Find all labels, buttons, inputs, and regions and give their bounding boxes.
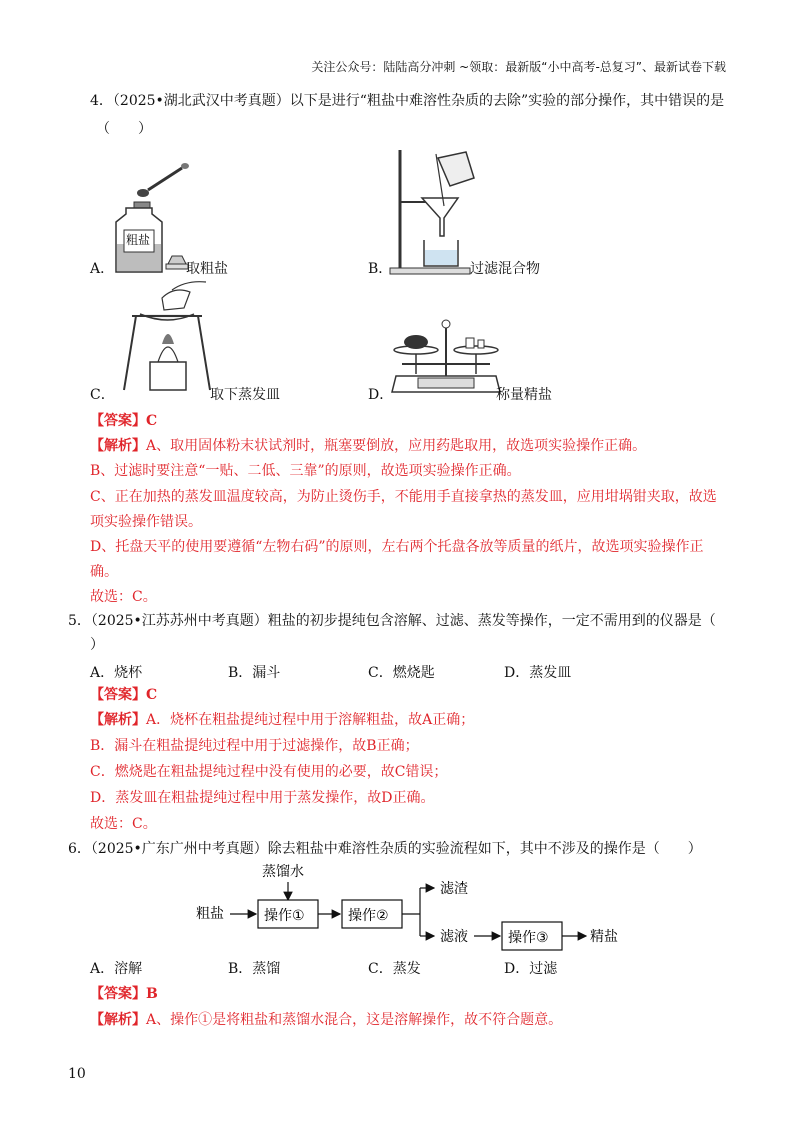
q5-stem-text: （2025•江苏苏州中考真题）粗盐的初步提纯包含溶解、过滤、蒸发等操作，一定不需用到的仪器是（ — [90, 613, 716, 629]
q6-option-c: C．蒸发 — [368, 961, 421, 977]
q6-option-d: D．过滤 — [504, 961, 558, 977]
flow-water: 蒸馏水 — [262, 864, 304, 880]
flow-op3: 操作③ — [508, 930, 549, 946]
flow-filtrate: 滤液 — [440, 929, 468, 945]
flow-op1: 操作① — [264, 908, 305, 924]
flow-input: 粗盐 — [196, 906, 224, 922]
q5-number: 5． — [68, 613, 91, 629]
figure-a-bottle — [112, 160, 202, 272]
q5-answer — [90, 686, 157, 704]
q4-caption-b: 过滤混合物 — [470, 261, 540, 277]
q5-analysis-line-1 — [90, 711, 474, 729]
q4-analysis-line-5: D、托盘天平的使用要遵循“左物右码”的原则，左右两个托盘各放等质量的纸片，故选项实验操作正 — [90, 539, 704, 555]
q4-analysis-line-4: 项实验操作错误。 — [90, 514, 202, 530]
q5-option-a: A．烧杯 — [90, 665, 143, 681]
figure-d-balance — [388, 316, 504, 394]
q4-analysis-line-1 — [90, 437, 646, 455]
q4-option-b: B． — [368, 261, 393, 277]
q5-analysis-label: 【解析】 — [90, 712, 146, 728]
q4-option-c: C． — [90, 387, 115, 403]
q4-conclusion: 故选：C。 — [90, 589, 157, 605]
q4-caption-a: 取粗盐 — [186, 261, 228, 277]
q6-answer-value: B — [146, 986, 158, 1002]
q4-analysis-label: 【解析】 — [90, 438, 146, 454]
q4-stem — [90, 92, 724, 110]
q6-option-a: A．溶解 — [90, 961, 143, 977]
q4-caption-c: 取下蒸发皿 — [210, 387, 280, 403]
q4-answer-value: C — [146, 413, 158, 429]
q4-number: 4． — [90, 93, 113, 109]
q5-option-c: C．燃烧匙 — [368, 665, 435, 681]
q4-option-d: D． — [368, 387, 394, 403]
bottle-label: 粗盐 — [126, 233, 151, 247]
q4-answer — [90, 412, 157, 430]
q5-analysis-line-2: B．漏斗在粗盐提纯过程中用于过滤操作，故B正确； — [90, 738, 419, 754]
q5-answer-value: C — [146, 687, 158, 703]
figure-b-filtration — [386, 146, 486, 276]
q5-option-b: B．漏斗 — [228, 665, 281, 681]
q5-stem — [68, 612, 716, 630]
page-number: 10 — [68, 1066, 86, 1082]
q5-analysis-text-1: A．烧杯在粗盐提纯过程中用于溶解粗盐，故A正确； — [146, 712, 475, 728]
flow-residue: 滤渣 — [440, 881, 468, 897]
q6-option-b: B．蒸馏 — [228, 961, 281, 977]
q5-option-d: D．蒸发皿 — [504, 665, 572, 681]
q6-stem-text: （2025•广东广州中考真题）除去粗盐中难溶性杂质的实验流程如下，其中不涉及的操作是（ ） — [90, 841, 702, 857]
q4-answer-label: 【答案】 — [90, 413, 146, 429]
q4-option-a: A． — [90, 261, 115, 277]
q6-answer-label: 【答案】 — [90, 986, 146, 1002]
q6-number: 6． — [68, 841, 91, 857]
q6-flow-diagram — [190, 860, 630, 956]
q6-answer — [90, 985, 158, 1003]
q4-analysis-text-1: A、取用固体粉末状试剂时，瓶塞要倒放，应用药匙取用，故选项实验操作正确。 — [146, 438, 647, 454]
q6-analysis-label: 【解析】 — [90, 1012, 146, 1028]
q5-answer-label: 【答案】 — [90, 687, 146, 703]
q4-analysis-line-3: C、正在加热的蒸发皿温度较高，为防止烫伤手，不能用手直接拿热的蒸发皿，应用坩埚钳夹取，故选 — [90, 489, 717, 505]
q6-analysis-line-1 — [90, 1011, 562, 1029]
figure-c-evaporation — [122, 280, 214, 392]
q4-stem-text: （2025•湖北武汉中考真题）以下是进行“粗盐中难溶性杂质的去除”实验的部分操作，其中错误的是 — [112, 93, 725, 109]
q4-analysis-line-2: B、过滤时要注意“一贴、二低、三靠”的原则，故选项实验操作正确。 — [90, 463, 521, 479]
q5-analysis-line-3: C．燃烧匙在粗盐提纯过程中没有使用的必要，故C错误； — [90, 764, 448, 780]
q5-conclusion: 故选：C。 — [90, 816, 157, 832]
flow-product: 精盐 — [590, 929, 618, 945]
q6-analysis-text-1: A、操作①是将粗盐和蒸馏水混合，这是溶解操作，故不符合题意。 — [146, 1012, 563, 1028]
q4-analysis-line-6: 确。 — [90, 564, 118, 580]
q5-stem-bracket: ） — [90, 637, 104, 653]
flow-op2: 操作② — [348, 908, 389, 924]
page-header: 关注公众号：陆陆高分冲刺 ~领取：最新版“小中高考-总复习”、最新试卷下载 — [311, 60, 726, 74]
q4-stem-bracket: （ ） — [96, 121, 152, 137]
q6-stem — [68, 840, 702, 858]
q4-caption-d: 称量精盐 — [496, 387, 552, 403]
q5-analysis-line-4: D．蒸发皿在粗盐提纯过程中用于蒸发操作，故D正确。 — [90, 790, 435, 806]
